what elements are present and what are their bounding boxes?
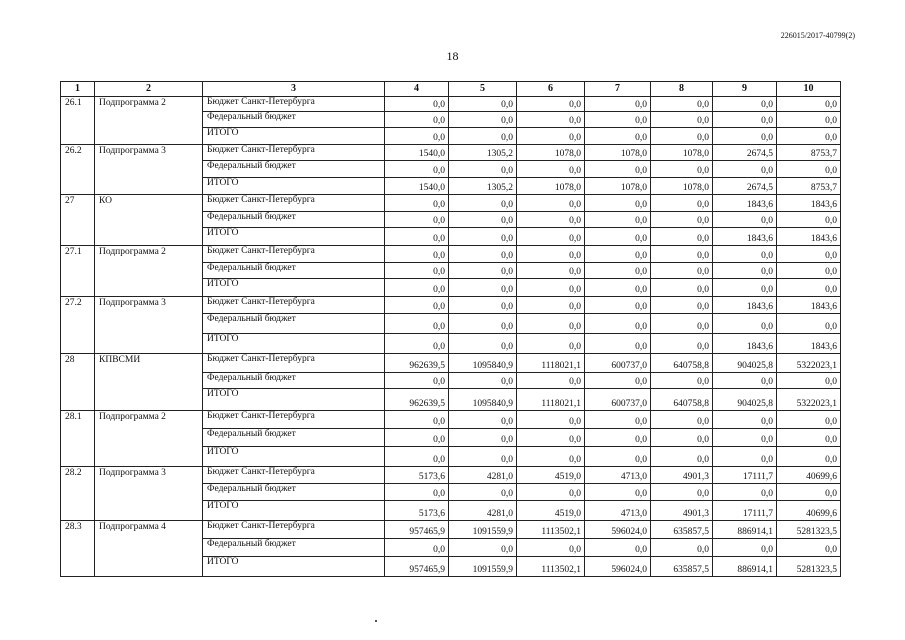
- funding-source: Федеральный бюджет: [203, 314, 385, 334]
- funding-source: Бюджет Санкт-Петербурга: [203, 97, 385, 112]
- value-cell-col-8: 0,0: [651, 539, 713, 557]
- value-cell-col-8: 0,0: [651, 112, 713, 128]
- value-cell-col-8: 640758,8: [651, 354, 713, 373]
- value-cell-col-6: 0,0: [517, 411, 585, 429]
- value-cell-col-8: 0,0: [651, 411, 713, 429]
- value-cell-col-5: 0,0: [449, 411, 517, 429]
- funding-source: Федеральный бюджет: [203, 161, 385, 178]
- value-cell-col-7: 1078,0: [585, 145, 651, 161]
- funding-source: ИТОГО: [203, 178, 385, 195]
- table-row: [61, 297, 841, 314]
- value-cell-col-5: 1305,2: [449, 178, 517, 195]
- value-cell-col-6: 0,0: [517, 246, 585, 263]
- value-cell-col-6: 0,0: [517, 195, 585, 212]
- value-cell-col-4: 0,0: [385, 128, 449, 145]
- value-cell-col-9: 0,0: [713, 128, 777, 145]
- value-cell-col-7: 0,0: [585, 246, 651, 263]
- value-cell-col-4: 0,0: [385, 112, 449, 128]
- value-cell-col-10: 40699,6: [777, 467, 841, 484]
- column-header-10: 10: [777, 82, 841, 97]
- value-cell-col-6: 1078,0: [517, 145, 585, 161]
- value-cell-col-5: 0,0: [449, 212, 517, 228]
- value-cell-col-6: 0,0: [517, 212, 585, 228]
- value-cell-col-7: 600737,0: [585, 354, 651, 373]
- value-cell-col-5: 1095840,9: [449, 354, 517, 373]
- value-cell-col-4: 0,0: [385, 97, 449, 112]
- value-cell-col-4: 0,0: [385, 228, 449, 246]
- table-row: [61, 354, 841, 373]
- value-cell-col-5: 0,0: [449, 297, 517, 314]
- table-row: [61, 467, 841, 484]
- value-cell-col-4: 5173,6: [385, 501, 449, 521]
- value-cell-col-6: 0,0: [517, 112, 585, 128]
- value-cell-col-6: 1078,0: [517, 178, 585, 195]
- value-cell-col-8: 4901,3: [651, 467, 713, 484]
- value-cell-col-8: 635857,5: [651, 557, 713, 577]
- value-cell-col-9: 2674,5: [713, 145, 777, 161]
- value-cell-col-10: 1843,6: [777, 334, 841, 354]
- row-number: 28.1: [61, 411, 95, 467]
- value-cell-col-7: 0,0: [585, 411, 651, 429]
- value-cell-col-4: 5173,6: [385, 467, 449, 484]
- value-cell-col-9: 886914,1: [713, 557, 777, 577]
- value-cell-col-4: 0,0: [385, 279, 449, 297]
- value-cell-col-10: 5322023,1: [777, 354, 841, 373]
- value-cell-col-7: 596024,0: [585, 521, 651, 539]
- scan-mark: [375, 620, 377, 622]
- value-cell-col-8: 0,0: [651, 484, 713, 501]
- value-cell-col-9: 0,0: [713, 279, 777, 297]
- funding-source: ИТОГО: [203, 557, 385, 577]
- program-name: Подпрограмма 2: [95, 246, 203, 297]
- value-cell-col-9: 0,0: [713, 263, 777, 279]
- table-row: [61, 195, 841, 212]
- value-cell-col-10: 0,0: [777, 539, 841, 557]
- value-cell-col-10: 8753,7: [777, 178, 841, 195]
- value-cell-col-6: 0,0: [517, 161, 585, 178]
- funding-source: ИТОГО: [203, 501, 385, 521]
- value-cell-col-10: 8753,7: [777, 145, 841, 161]
- value-cell-col-5: 0,0: [449, 128, 517, 145]
- value-cell-col-9: 886914,1: [713, 521, 777, 539]
- value-cell-col-7: 0,0: [585, 484, 651, 501]
- value-cell-col-8: 0,0: [651, 97, 713, 112]
- value-cell-col-6: 0,0: [517, 128, 585, 145]
- value-cell-col-6: 0,0: [517, 97, 585, 112]
- value-cell-col-9: 1843,6: [713, 195, 777, 212]
- value-cell-col-8: 0,0: [651, 228, 713, 246]
- value-cell-col-6: 0,0: [517, 484, 585, 501]
- value-cell-col-7: 0,0: [585, 447, 651, 467]
- value-cell-col-4: 957465,9: [385, 521, 449, 539]
- funding-source: ИТОГО: [203, 228, 385, 246]
- value-cell-col-5: 0,0: [449, 246, 517, 263]
- value-cell-col-5: 0,0: [449, 484, 517, 501]
- value-cell-col-4: 962639,5: [385, 354, 449, 373]
- value-cell-col-5: 0,0: [449, 373, 517, 389]
- funding-source: Федеральный бюджет: [203, 212, 385, 228]
- value-cell-col-10: 0,0: [777, 97, 841, 112]
- program-name: Подпрограмма 3: [95, 297, 203, 354]
- value-cell-col-9: 0,0: [713, 484, 777, 501]
- funding-source: Бюджет Санкт-Петербурга: [203, 145, 385, 161]
- value-cell-col-7: 0,0: [585, 279, 651, 297]
- value-cell-col-6: 4519,0: [517, 467, 585, 484]
- value-cell-col-8: 0,0: [651, 373, 713, 389]
- value-cell-col-10: 0,0: [777, 263, 841, 279]
- value-cell-col-8: 0,0: [651, 334, 713, 354]
- row-number: 28.2: [61, 467, 95, 521]
- funding-source: Федеральный бюджет: [203, 539, 385, 557]
- value-cell-col-5: 0,0: [449, 112, 517, 128]
- value-cell-col-9: 0,0: [713, 314, 777, 334]
- value-cell-col-9: 0,0: [713, 161, 777, 178]
- funding-source: Бюджет Санкт-Петербурга: [203, 246, 385, 263]
- value-cell-col-6: 0,0: [517, 447, 585, 467]
- table-row: [61, 246, 841, 263]
- program-name: Подпрограмма 4: [95, 521, 203, 577]
- value-cell-col-7: 0,0: [585, 539, 651, 557]
- value-cell-col-8: 0,0: [651, 161, 713, 178]
- value-cell-col-9: 1843,6: [713, 334, 777, 354]
- funding-source: Федеральный бюджет: [203, 429, 385, 447]
- value-cell-col-9: 1843,6: [713, 228, 777, 246]
- value-cell-col-6: 1118021,1: [517, 354, 585, 373]
- funding-source: Федеральный бюджет: [203, 484, 385, 501]
- funding-source: Бюджет Санкт-Петербурга: [203, 195, 385, 212]
- value-cell-col-10: 0,0: [777, 429, 841, 447]
- value-cell-col-5: 1091559,9: [449, 557, 517, 577]
- value-cell-col-10: 0,0: [777, 279, 841, 297]
- value-cell-col-10: 1843,6: [777, 228, 841, 246]
- table-row: [61, 97, 841, 112]
- value-cell-col-10: 1843,6: [777, 195, 841, 212]
- value-cell-col-7: 0,0: [585, 373, 651, 389]
- value-cell-col-8: 0,0: [651, 128, 713, 145]
- value-cell-col-7: 0,0: [585, 161, 651, 178]
- funding-source: ИТОГО: [203, 389, 385, 411]
- funding-source: Федеральный бюджет: [203, 112, 385, 128]
- value-cell-col-9: 0,0: [713, 539, 777, 557]
- value-cell-col-8: 0,0: [651, 279, 713, 297]
- column-header-9: 9: [713, 82, 777, 97]
- value-cell-col-8: 0,0: [651, 212, 713, 228]
- value-cell-col-9: 17111,7: [713, 467, 777, 484]
- funding-source: Бюджет Санкт-Петербурга: [203, 467, 385, 484]
- value-cell-col-6: 0,0: [517, 279, 585, 297]
- budget-table: [60, 81, 841, 577]
- funding-source: Бюджет Санкт-Петербурга: [203, 354, 385, 373]
- row-number: 26.2: [61, 145, 95, 195]
- program-name: Подпрограмма 3: [95, 467, 203, 521]
- value-cell-col-9: 1843,6: [713, 297, 777, 314]
- page-number: 18: [446, 49, 459, 63]
- value-cell-col-10: 0,0: [777, 112, 841, 128]
- funding-source: ИТОГО: [203, 279, 385, 297]
- column-header-8: 8: [651, 82, 713, 97]
- program-name: Подпрограмма 2: [95, 97, 203, 145]
- column-header-7: 7: [585, 82, 651, 97]
- value-cell-col-9: 0,0: [713, 429, 777, 447]
- value-cell-col-5: 0,0: [449, 263, 517, 279]
- value-cell-col-4: 0,0: [385, 246, 449, 263]
- value-cell-col-10: 0,0: [777, 128, 841, 145]
- value-cell-col-4: 0,0: [385, 263, 449, 279]
- program-name: КПВСМИ: [95, 354, 203, 411]
- program-name: Подпрограмма 2: [95, 411, 203, 467]
- document-id: 226015/2017-40799(2): [780, 31, 855, 40]
- column-header-2: 2: [95, 82, 203, 97]
- value-cell-col-8: 0,0: [651, 447, 713, 467]
- value-cell-col-7: 0,0: [585, 228, 651, 246]
- value-cell-col-9: 0,0: [713, 447, 777, 467]
- funding-source: ИТОГО: [203, 447, 385, 467]
- value-cell-col-7: 0,0: [585, 429, 651, 447]
- value-cell-col-9: 0,0: [713, 112, 777, 128]
- value-cell-col-9: 0,0: [713, 212, 777, 228]
- value-cell-col-6: 0,0: [517, 373, 585, 389]
- value-cell-col-5: 1305,2: [449, 145, 517, 161]
- value-cell-col-5: 1095840,9: [449, 389, 517, 411]
- value-cell-col-8: 635857,5: [651, 521, 713, 539]
- program-name: КО: [95, 195, 203, 246]
- value-cell-col-4: 0,0: [385, 334, 449, 354]
- column-header-4: 4: [385, 82, 449, 97]
- funding-source: Бюджет Санкт-Петербурга: [203, 521, 385, 539]
- value-cell-col-4: 0,0: [385, 484, 449, 501]
- program-name: Подпрограмма 3: [95, 145, 203, 195]
- value-cell-col-5: 0,0: [449, 334, 517, 354]
- table-row: [61, 521, 841, 539]
- value-cell-col-7: 0,0: [585, 112, 651, 128]
- value-cell-col-10: 0,0: [777, 447, 841, 467]
- row-number: 28.3: [61, 521, 95, 577]
- value-cell-col-8: 1078,0: [651, 145, 713, 161]
- column-header-6: 6: [517, 82, 585, 97]
- funding-source: Федеральный бюджет: [203, 373, 385, 389]
- value-cell-col-4: 1540,0: [385, 145, 449, 161]
- value-cell-col-4: 0,0: [385, 429, 449, 447]
- value-cell-col-5: 0,0: [449, 429, 517, 447]
- funding-source: ИТОГО: [203, 128, 385, 145]
- funding-source: Федеральный бюджет: [203, 263, 385, 279]
- value-cell-col-7: 0,0: [585, 334, 651, 354]
- value-cell-col-5: 0,0: [449, 228, 517, 246]
- value-cell-col-5: 0,0: [449, 279, 517, 297]
- funding-source: Бюджет Санкт-Петербурга: [203, 297, 385, 314]
- value-cell-col-10: 0,0: [777, 484, 841, 501]
- value-cell-col-9: 904025,8: [713, 354, 777, 373]
- value-cell-col-10: 40699,6: [777, 501, 841, 521]
- value-cell-col-4: 0,0: [385, 373, 449, 389]
- value-cell-col-10: 0,0: [777, 373, 841, 389]
- value-cell-col-10: 0,0: [777, 212, 841, 228]
- value-cell-col-8: 4901,3: [651, 501, 713, 521]
- value-cell-col-6: 4519,0: [517, 501, 585, 521]
- value-cell-col-4: 0,0: [385, 297, 449, 314]
- value-cell-col-9: 0,0: [713, 411, 777, 429]
- value-cell-col-4: 957465,9: [385, 557, 449, 577]
- value-cell-col-9: 0,0: [713, 97, 777, 112]
- value-cell-col-4: 0,0: [385, 411, 449, 429]
- value-cell-col-10: 0,0: [777, 411, 841, 429]
- row-number: 27.2: [61, 297, 95, 354]
- header-row: [61, 82, 841, 97]
- value-cell-col-5: 0,0: [449, 447, 517, 467]
- value-cell-col-4: 0,0: [385, 212, 449, 228]
- value-cell-col-5: 0,0: [449, 314, 517, 334]
- value-cell-col-9: 0,0: [713, 373, 777, 389]
- row-number: 27.1: [61, 246, 95, 297]
- value-cell-col-5: 0,0: [449, 539, 517, 557]
- column-header-3: 3: [203, 82, 385, 97]
- value-cell-col-9: 2674,5: [713, 178, 777, 195]
- value-cell-col-5: 4281,0: [449, 501, 517, 521]
- value-cell-col-7: 4713,0: [585, 501, 651, 521]
- value-cell-col-6: 1113502,1: [517, 557, 585, 577]
- value-cell-col-7: 0,0: [585, 195, 651, 212]
- value-cell-col-7: 0,0: [585, 212, 651, 228]
- row-number: 26.1: [61, 97, 95, 145]
- value-cell-col-6: 0,0: [517, 263, 585, 279]
- value-cell-col-4: 0,0: [385, 314, 449, 334]
- value-cell-col-9: 17111,7: [713, 501, 777, 521]
- value-cell-col-6: 0,0: [517, 314, 585, 334]
- value-cell-col-6: 0,0: [517, 429, 585, 447]
- table-row: [61, 145, 841, 161]
- value-cell-col-8: 640758,8: [651, 389, 713, 411]
- value-cell-col-5: 0,0: [449, 195, 517, 212]
- value-cell-col-6: 0,0: [517, 228, 585, 246]
- value-cell-col-5: 0,0: [449, 161, 517, 178]
- value-cell-col-10: 1843,6: [777, 297, 841, 314]
- value-cell-col-7: 0,0: [585, 314, 651, 334]
- value-cell-col-6: 1118021,1: [517, 389, 585, 411]
- table-row: [61, 411, 841, 429]
- value-cell-col-10: 5281323,5: [777, 557, 841, 577]
- funding-source: Бюджет Санкт-Петербурга: [203, 411, 385, 429]
- value-cell-col-7: 1078,0: [585, 178, 651, 195]
- value-cell-col-4: 1540,0: [385, 178, 449, 195]
- value-cell-col-6: 0,0: [517, 334, 585, 354]
- value-cell-col-10: 5322023,1: [777, 389, 841, 411]
- value-cell-col-4: 0,0: [385, 447, 449, 467]
- value-cell-col-10: 0,0: [777, 161, 841, 178]
- value-cell-col-8: 0,0: [651, 195, 713, 212]
- value-cell-col-7: 600737,0: [585, 389, 651, 411]
- value-cell-col-8: 0,0: [651, 246, 713, 263]
- value-cell-col-10: 5281323,5: [777, 521, 841, 539]
- value-cell-col-7: 0,0: [585, 97, 651, 112]
- column-header-5: 5: [449, 82, 517, 97]
- row-number: 28: [61, 354, 95, 411]
- funding-source: ИТОГО: [203, 334, 385, 354]
- value-cell-col-4: 0,0: [385, 539, 449, 557]
- value-cell-col-10: 0,0: [777, 246, 841, 263]
- value-cell-col-6: 1113502,1: [517, 521, 585, 539]
- value-cell-col-7: 0,0: [585, 128, 651, 145]
- value-cell-col-8: 1078,0: [651, 178, 713, 195]
- value-cell-col-4: 0,0: [385, 195, 449, 212]
- value-cell-col-6: 0,0: [517, 297, 585, 314]
- row-number: 27: [61, 195, 95, 246]
- value-cell-col-7: 0,0: [585, 263, 651, 279]
- value-cell-col-5: 1091559,9: [449, 521, 517, 539]
- value-cell-col-7: 0,0: [585, 297, 651, 314]
- column-header-1: 1: [61, 82, 95, 97]
- value-cell-col-10: 0,0: [777, 314, 841, 334]
- value-cell-col-5: 4281,0: [449, 467, 517, 484]
- value-cell-col-6: 0,0: [517, 539, 585, 557]
- value-cell-col-9: 904025,8: [713, 389, 777, 411]
- value-cell-col-4: 0,0: [385, 161, 449, 178]
- value-cell-col-7: 596024,0: [585, 557, 651, 577]
- value-cell-col-8: 0,0: [651, 263, 713, 279]
- value-cell-col-5: 0,0: [449, 97, 517, 112]
- value-cell-col-4: 962639,5: [385, 389, 449, 411]
- value-cell-col-8: 0,0: [651, 297, 713, 314]
- value-cell-col-8: 0,0: [651, 314, 713, 334]
- value-cell-col-9: 0,0: [713, 246, 777, 263]
- value-cell-col-7: 4713,0: [585, 467, 651, 484]
- value-cell-col-8: 0,0: [651, 429, 713, 447]
